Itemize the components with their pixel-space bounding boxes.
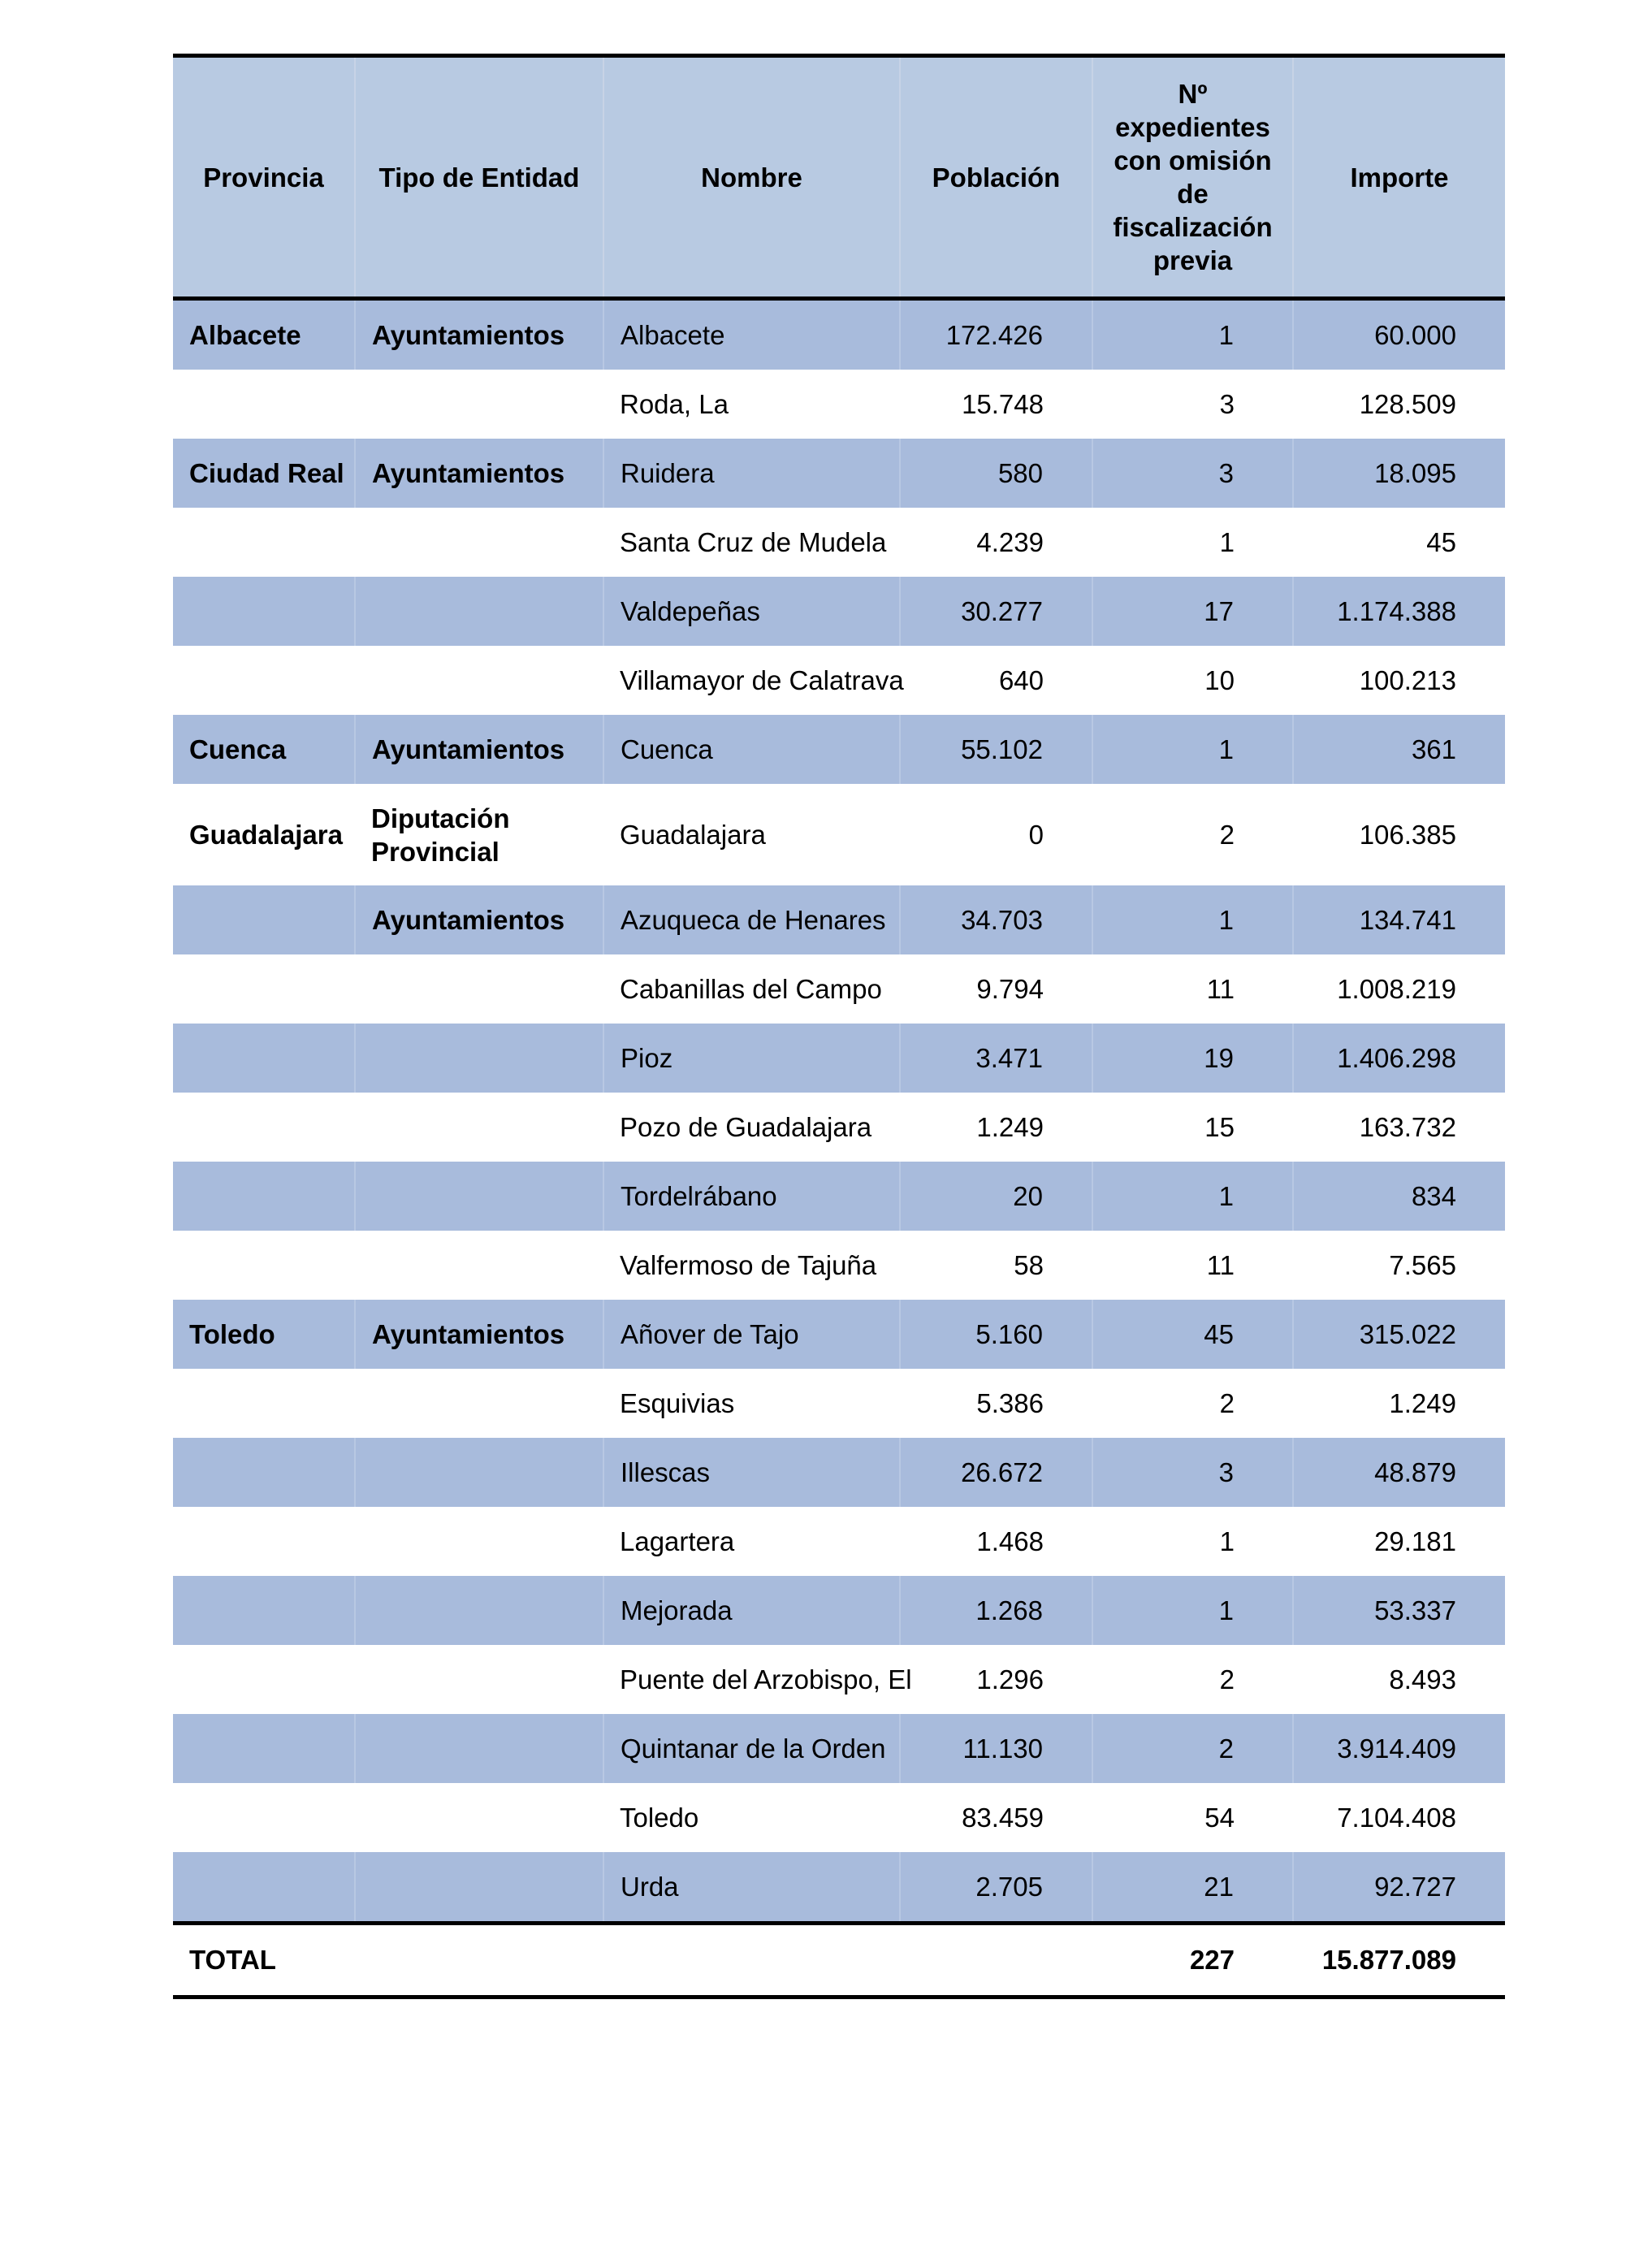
cell-nombre: Ruidera	[603, 439, 900, 508]
cell-provincia	[173, 1162, 355, 1231]
cell-nombre: Lagartera	[620, 1526, 735, 1556]
cell-tipo	[355, 1645, 603, 1714]
expedientes-table	[173, 54, 1505, 1999]
table-header	[173, 56, 1505, 299]
cell-nombre: Urda	[603, 1852, 900, 1924]
cell-expedientes: 2	[1219, 1664, 1235, 1694]
cell-expedientes: 1	[1092, 1576, 1293, 1645]
table-row	[173, 1507, 1505, 1576]
header-expedientes-line: de	[1177, 179, 1209, 209]
cell-nombre: Albacete	[603, 299, 900, 370]
cell-importe: 128.509	[1359, 389, 1456, 419]
cell-poblacion: 83.459	[962, 1803, 1044, 1833]
cell-importe: 60.000	[1293, 299, 1505, 370]
header-expedientes-line: previa	[1153, 245, 1233, 275]
cell-provincia	[173, 954, 355, 1024]
total-expedientes: 227	[1092, 1924, 1293, 1997]
cell-tipo	[355, 1093, 603, 1162]
cell-nombre: Illescas	[603, 1438, 900, 1507]
total-empty	[603, 1924, 900, 1997]
cell-tipo	[355, 954, 603, 1024]
total-empty	[900, 1924, 1092, 1997]
table-row	[173, 1093, 1505, 1162]
cell-tipo	[355, 784, 603, 885]
cell-expedientes: 1	[1219, 527, 1235, 557]
header-expedientes-line: fiscalización	[1113, 212, 1273, 242]
cell-tipo	[355, 508, 603, 577]
cell-expedientes: 11	[1206, 974, 1235, 1004]
cell-nombre: Villamayor de Calatrava	[620, 665, 904, 695]
cell-importe: 92.727	[1293, 1852, 1505, 1924]
cell-poblacion: 1.249	[976, 1112, 1044, 1142]
cell-provincia	[173, 370, 355, 439]
cell-poblacion: 1.296	[976, 1664, 1044, 1694]
cell-nombre: Quintanar de la Orden	[603, 1714, 900, 1783]
table-row	[173, 439, 1505, 508]
cell-importe: 361	[1293, 715, 1505, 784]
table-row	[173, 1231, 1505, 1300]
cell-provincia	[173, 577, 355, 646]
header-expedientes-line: Nº	[1178, 79, 1208, 109]
cell-importe: 48.879	[1293, 1438, 1505, 1507]
table-row	[173, 1369, 1505, 1438]
cell-provincia	[173, 1576, 355, 1645]
cell-tipo: Ayuntamientos	[355, 885, 603, 954]
cell-provincia	[173, 1438, 355, 1507]
cell-provincia: Albacete	[173, 299, 355, 370]
cell-provincia	[173, 508, 355, 577]
total-label: TOTAL	[173, 1924, 355, 1997]
cell-tipo	[355, 1576, 603, 1645]
table-row	[173, 508, 1505, 577]
cell-nombre: Cabanillas del Campo	[620, 974, 882, 1004]
cell-importe: 163.732	[1359, 1112, 1456, 1142]
table-row	[173, 1714, 1505, 1783]
cell-tipo	[355, 646, 603, 715]
cell-importe: 7.565	[1389, 1250, 1456, 1280]
cell-tipo	[355, 1714, 603, 1783]
header-poblacion: Población	[900, 56, 1092, 299]
cell-poblacion: 580	[900, 439, 1092, 508]
cell-importe: 1.249	[1389, 1388, 1456, 1418]
table-row	[173, 1024, 1505, 1093]
cell-nombre: Roda, La	[620, 389, 729, 419]
cell-poblacion: 9.794	[976, 974, 1044, 1004]
cell-expedientes: 3	[1219, 389, 1235, 419]
table-row	[173, 370, 1505, 439]
cell-provincia: Guadalajara	[189, 820, 343, 850]
header-expedientes-line: expedientes	[1115, 112, 1270, 142]
cell-expedientes: 1	[1092, 715, 1293, 784]
cell-provincia	[173, 646, 355, 715]
table-row	[173, 1300, 1505, 1369]
cell-nombre: Toledo	[620, 1803, 699, 1833]
header-expedientes	[1092, 56, 1293, 299]
cell-tipo	[355, 1162, 603, 1231]
cell-nombre: Pozo de Guadalajara	[620, 1112, 872, 1142]
cell-tipo	[355, 1024, 603, 1093]
header-tipo-entidad: Tipo de Entidad	[355, 56, 603, 299]
cell-poblacion: 4.239	[976, 527, 1044, 557]
cell-poblacion: 55.102	[900, 715, 1092, 784]
cell-expedientes: 1	[1092, 885, 1293, 954]
cell-poblacion: 26.672	[900, 1438, 1092, 1507]
cell-provincia	[173, 885, 355, 954]
cell-expedientes: 1	[1219, 1526, 1235, 1556]
cell-importe: 100.213	[1359, 665, 1456, 695]
table-row	[173, 299, 1505, 370]
cell-provincia	[173, 1507, 355, 1576]
cell-poblacion: 2.705	[900, 1852, 1092, 1924]
table-footer	[173, 1924, 1505, 1997]
cell-poblacion: 15.748	[962, 389, 1044, 419]
table-row	[173, 954, 1505, 1024]
cell-nombre: Valfermoso de Tajuña	[620, 1250, 877, 1280]
header-nombre: Nombre	[603, 56, 900, 299]
cell-nombre: Guadalajara	[620, 820, 766, 850]
cell-poblacion: 3.471	[900, 1024, 1092, 1093]
cell-poblacion: 1.468	[976, 1526, 1044, 1556]
table-row	[173, 1852, 1505, 1924]
cell-importe: 45	[1426, 527, 1456, 557]
cell-poblacion: 34.703	[900, 885, 1092, 954]
cell-tipo: Ayuntamientos	[355, 299, 603, 370]
table-row	[173, 1576, 1505, 1645]
cell-importe: 1.008.219	[1337, 974, 1456, 1004]
cell-tipo	[355, 1507, 603, 1576]
cell-expedientes: 2	[1092, 1714, 1293, 1783]
cell-nombre: Puente del Arzobispo, El	[620, 1664, 912, 1694]
cell-poblacion: 11.130	[900, 1714, 1092, 1783]
cell-importe: 1.406.298	[1293, 1024, 1505, 1093]
cell-poblacion: 0	[1028, 820, 1044, 850]
cell-nombre: Mejorada	[603, 1576, 900, 1645]
table-row	[173, 1783, 1505, 1852]
cell-poblacion: 58	[1014, 1250, 1044, 1280]
cell-importe: 315.022	[1293, 1300, 1505, 1369]
table-row	[173, 885, 1505, 954]
cell-importe: 134.741	[1293, 885, 1505, 954]
cell-tipo	[355, 1783, 603, 1852]
cell-importe: 29.181	[1374, 1526, 1456, 1556]
cell-expedientes: 3	[1092, 1438, 1293, 1507]
cell-expedientes: 45	[1092, 1300, 1293, 1369]
cell-poblacion: 30.277	[900, 577, 1092, 646]
cell-importe: 8.493	[1389, 1664, 1456, 1694]
cell-expedientes: 10	[1204, 665, 1235, 695]
cell-provincia: Cuenca	[173, 715, 355, 784]
cell-importe: 7.104.408	[1337, 1803, 1456, 1833]
cell-expedientes: 15	[1204, 1112, 1235, 1142]
cell-importe: 1.174.388	[1293, 577, 1505, 646]
total-importe: 15.877.089	[1293, 1924, 1505, 1997]
cell-provincia	[173, 1852, 355, 1924]
cell-tipo	[355, 1231, 603, 1300]
cell-tipo: Ayuntamientos	[355, 715, 603, 784]
cell-expedientes: 3	[1092, 439, 1293, 508]
header-expedientes-line: con omisión	[1114, 145, 1272, 175]
cell-nombre: Azuqueca de Henares	[603, 885, 900, 954]
table-row	[173, 784, 1505, 885]
cell-tipo	[355, 1369, 603, 1438]
cell-provincia	[173, 1714, 355, 1783]
cell-tipo-line: Provincial	[371, 836, 499, 867]
cell-tipo	[355, 370, 603, 439]
table-row	[173, 1438, 1505, 1507]
cell-provincia	[173, 1645, 355, 1714]
cell-tipo-line: Diputación	[371, 803, 510, 833]
cell-provincia: Ciudad Real	[173, 439, 355, 508]
cell-nombre: Añover de Tajo	[603, 1300, 900, 1369]
cell-expedientes: 2	[1219, 1388, 1235, 1418]
table-body	[173, 299, 1505, 1924]
header-provincia: Provincia	[173, 56, 355, 299]
cell-poblacion: 640	[998, 665, 1044, 695]
cell-poblacion: 5.386	[976, 1388, 1044, 1418]
cell-expedientes: 54	[1204, 1803, 1235, 1833]
cell-importe: 834	[1293, 1162, 1505, 1231]
cell-importe: 3.914.409	[1293, 1714, 1505, 1783]
cell-provincia	[173, 1783, 355, 1852]
cell-expedientes: 11	[1206, 1250, 1235, 1280]
table-row	[173, 1645, 1505, 1714]
cell-expedientes: 1	[1092, 299, 1293, 370]
cell-importe: 18.095	[1293, 439, 1505, 508]
cell-poblacion: 20	[900, 1162, 1092, 1231]
cell-poblacion: 1.268	[900, 1576, 1092, 1645]
cell-tipo: Ayuntamientos	[355, 1300, 603, 1369]
cell-importe: 53.337	[1293, 1576, 1505, 1645]
cell-tipo	[355, 1438, 603, 1507]
total-row	[173, 1924, 1505, 1997]
cell-nombre: Valdepeñas	[603, 577, 900, 646]
cell-poblacion: 5.160	[900, 1300, 1092, 1369]
cell-expedientes: 1	[1092, 1162, 1293, 1231]
table-row	[173, 577, 1505, 646]
cell-provincia: Toledo	[173, 1300, 355, 1369]
cell-provincia	[173, 1093, 355, 1162]
cell-provincia	[173, 1231, 355, 1300]
cell-expedientes: 17	[1092, 577, 1293, 646]
cell-expedientes: 2	[1219, 820, 1235, 850]
table-row	[173, 715, 1505, 784]
cell-nombre: Tordelrábano	[603, 1162, 900, 1231]
cell-provincia	[173, 1369, 355, 1438]
header-row	[173, 56, 1505, 299]
total-empty	[355, 1924, 603, 1997]
cell-nombre: Pioz	[603, 1024, 900, 1093]
table-row	[173, 646, 1505, 715]
cell-importe: 106.385	[1359, 820, 1456, 850]
cell-expedientes: 21	[1092, 1852, 1293, 1924]
cell-nombre: Santa Cruz de Mudela	[620, 527, 887, 557]
header-importe: Importe	[1293, 56, 1505, 299]
cell-expedientes: 19	[1092, 1024, 1293, 1093]
table-row	[173, 1162, 1505, 1231]
cell-tipo	[355, 577, 603, 646]
cell-nombre: Cuenca	[603, 715, 900, 784]
cell-provincia	[173, 1024, 355, 1093]
cell-poblacion: 172.426	[900, 299, 1092, 370]
cell-nombre: Esquivias	[620, 1388, 735, 1418]
cell-tipo: Ayuntamientos	[355, 439, 603, 508]
cell-tipo	[355, 1852, 603, 1924]
